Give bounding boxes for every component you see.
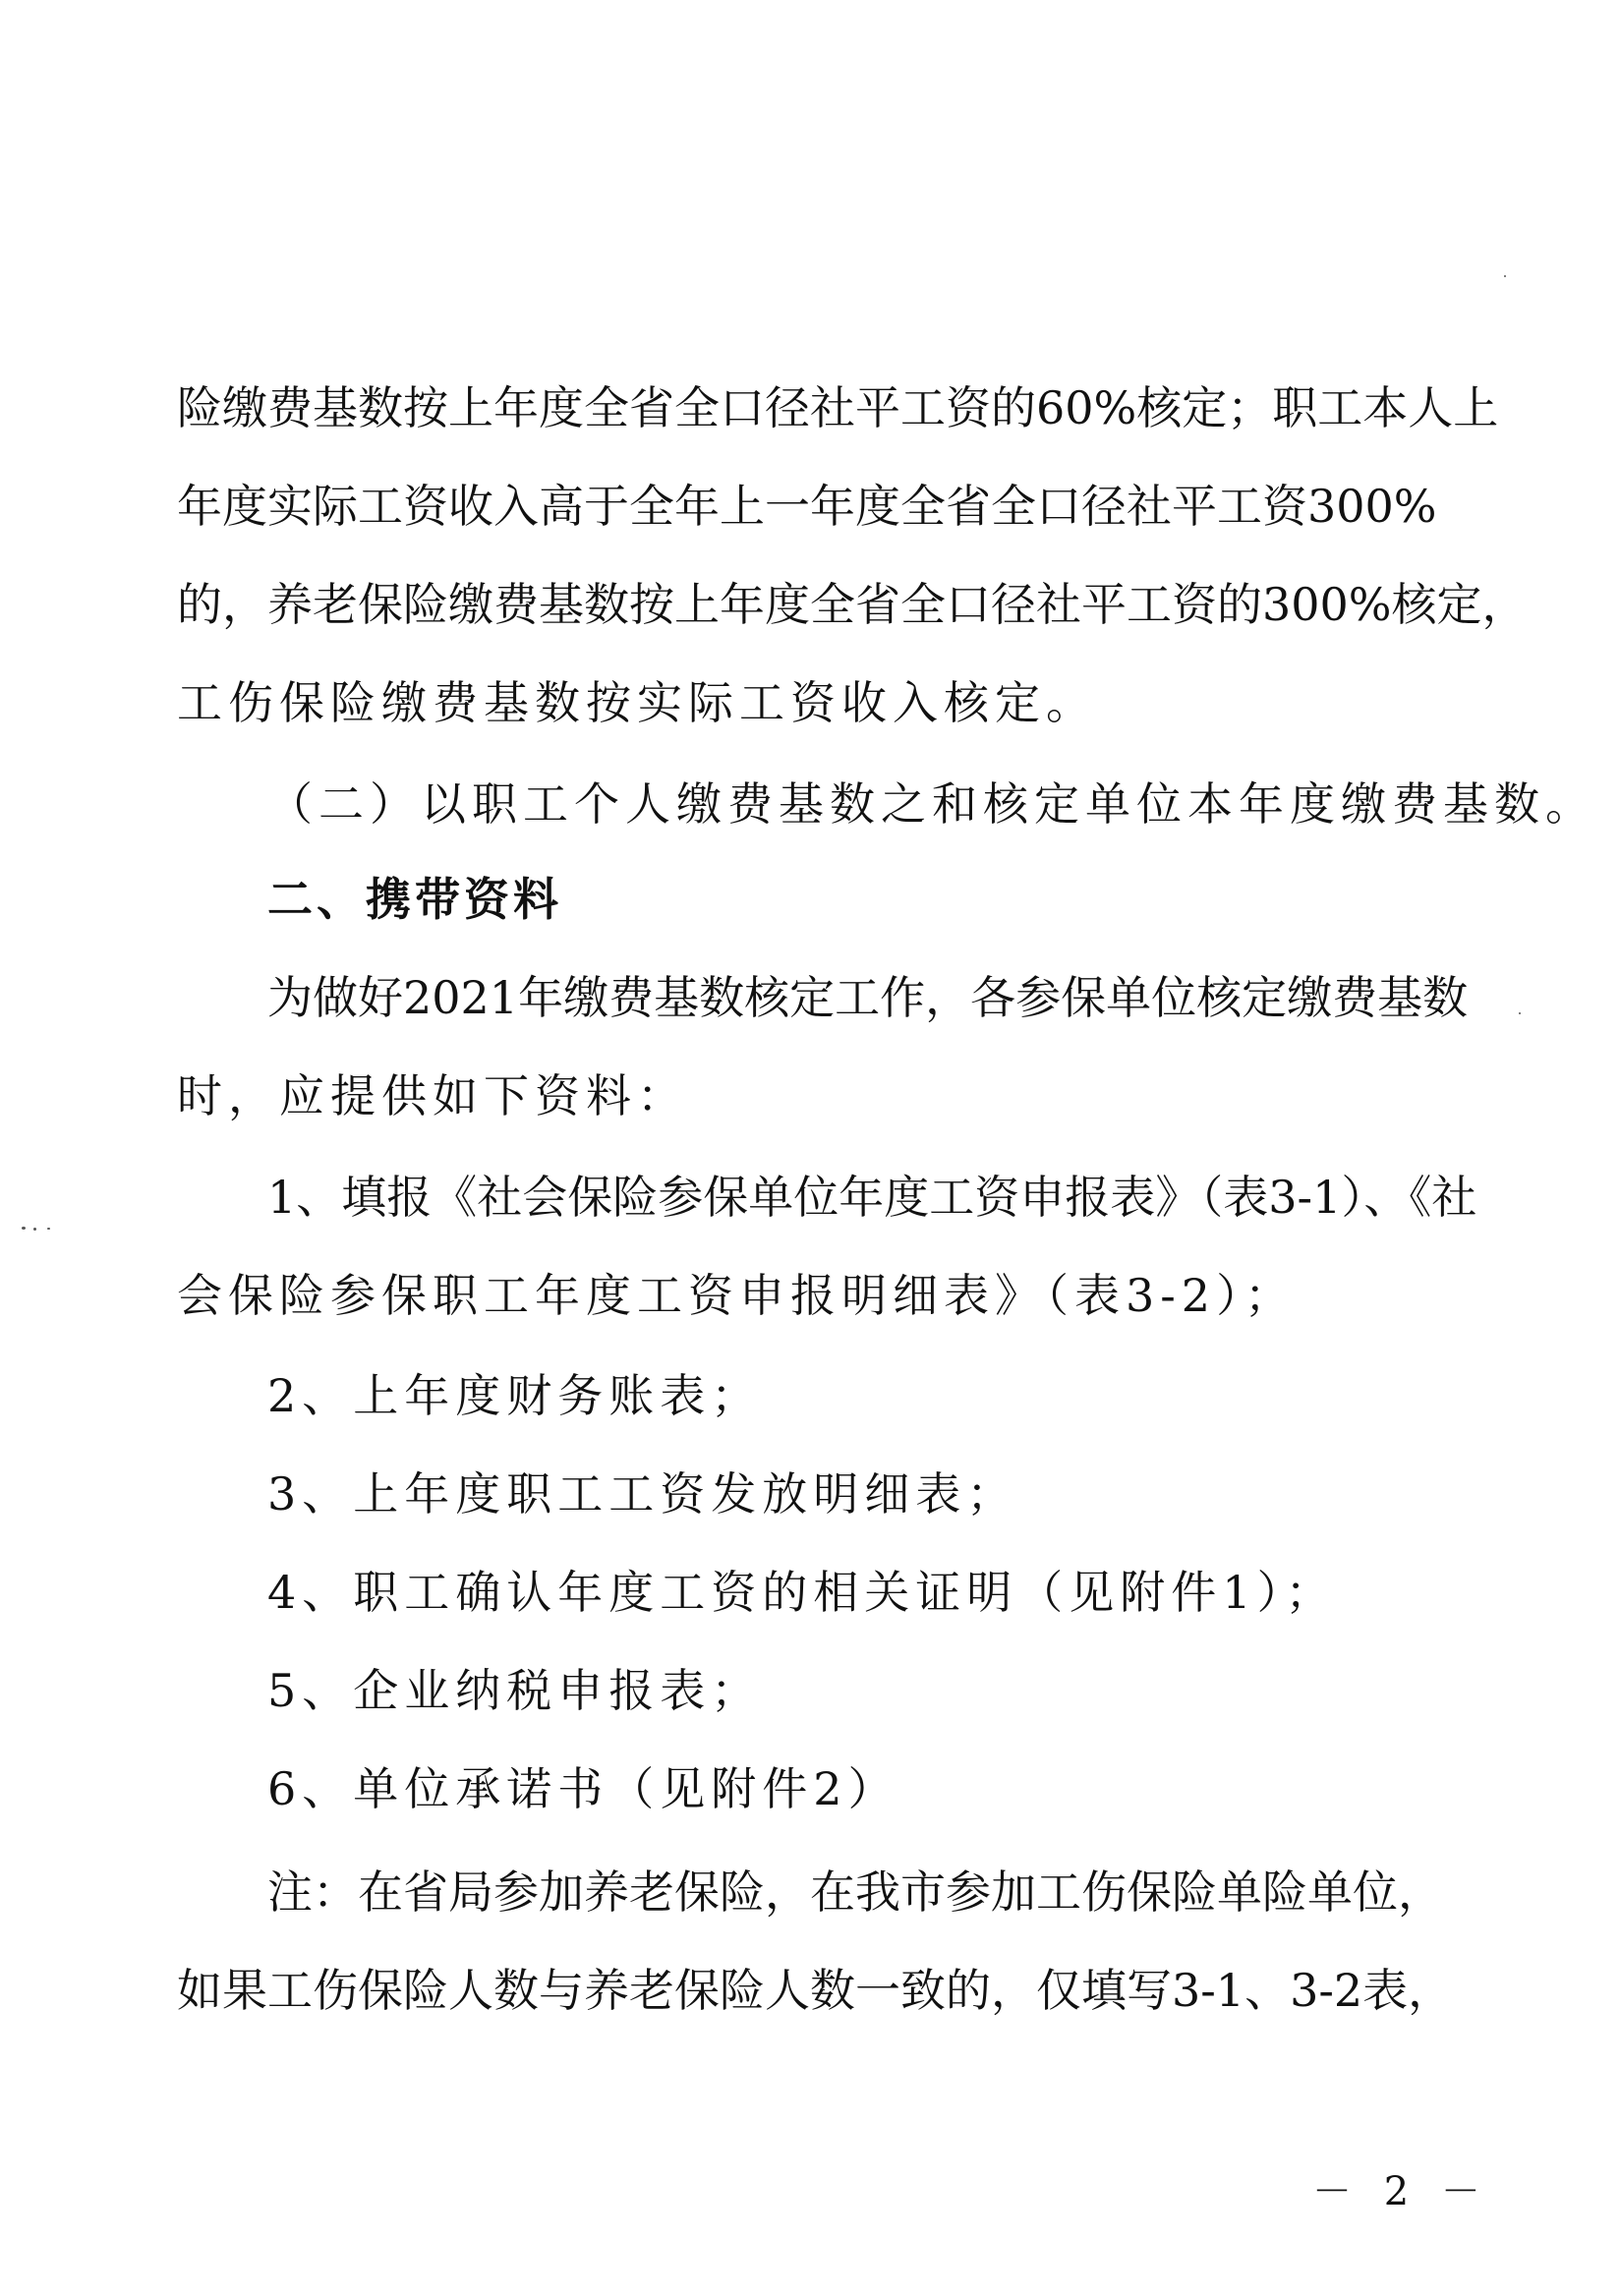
scan-speck: [1519, 1012, 1521, 1014]
list-item-5: 5、企业纳税申报表；: [267, 1664, 763, 1717]
paragraph-line: 工伤保险缴费基数按实际工资收入核定。: [177, 676, 1097, 729]
section-heading: 二、携带资料: [267, 873, 562, 926]
note-line: 注：在省局参加养老保险，在我市参加工伤保险单险单位，: [267, 1866, 1443, 1919]
paragraph-line: 年度实际工资收入高于全年上一年度全省全口径社平工资300%: [177, 480, 1437, 533]
list-item-1-line: 会保险参保职工年度工资申报明细表》（表3-2）；: [177, 1269, 1297, 1322]
note-line: 如果工伤保险人数与养老保险人数一致的，仅填写3-1、3-2表，: [177, 1964, 1454, 2017]
list-item-3: 3、上年度职工工资发放明细表；: [267, 1467, 1018, 1521]
list-item-4: 4、职工确认年度工资的相关证明（见附件1）；: [267, 1566, 1337, 1619]
paragraph-line: 险缴费基数按上年度全省全口径社平工资的60%核定；职工本人上: [177, 381, 1499, 434]
paragraph-line: 的，养老保险缴费基数按上年度全省全口径社平工资的300%核定，: [177, 578, 1528, 631]
list-item-1-line: 1、填报《社会保险参保单位年度工资申报表》（表3-1）、《社: [267, 1171, 1477, 1224]
item-two: （二）以职工个人缴费基数之和核定单位本年度缴费基数。: [267, 777, 1596, 831]
list-item-6: 6、单位承诺书（见附件2）: [267, 1762, 899, 1815]
scan-speck: [22, 1227, 26, 1230]
list-item-2: 2、上年度财务账表；: [267, 1369, 763, 1422]
scan-speck: [1504, 275, 1506, 277]
scan-speck: [33, 1228, 36, 1231]
intro-line: 时，应提供如下资料：: [177, 1069, 688, 1122]
scan-speck: [47, 1228, 50, 1230]
intro-line: 为做好2021年缴费基数核定工作，各参保单位核定缴费基数: [267, 971, 1469, 1024]
page-number: － 2 －: [1312, 2169, 1490, 2214]
